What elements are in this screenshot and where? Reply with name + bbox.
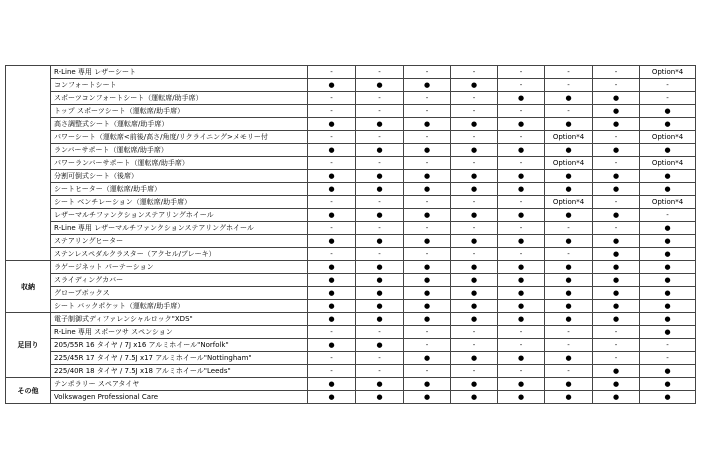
availability-cell: -: [451, 326, 498, 339]
availability-cell: ●: [545, 313, 593, 326]
availability-cell: Option*4: [640, 196, 696, 209]
availability-cell: ●: [498, 170, 545, 183]
category-cell: 足回り: [6, 313, 51, 378]
availability-cell: ●: [356, 261, 404, 274]
availability-cell: -: [640, 92, 696, 105]
availability-cell: ●: [404, 183, 451, 196]
feature-label: ステアリングヒーター: [51, 235, 308, 248]
availability-cell: -: [498, 339, 545, 352]
availability-cell: ●: [451, 313, 498, 326]
availability-cell: -: [545, 79, 593, 92]
availability-cell: ●: [356, 183, 404, 196]
availability-cell: -: [356, 222, 404, 235]
table-row: [6, 300, 696, 313]
availability-cell: ●: [593, 235, 640, 248]
availability-cell: ●: [545, 209, 593, 222]
availability-cell: ●: [404, 261, 451, 274]
availability-cell: -: [545, 365, 593, 378]
availability-cell: ●: [404, 391, 451, 404]
availability-cell: ●: [545, 391, 593, 404]
availability-cell: -: [308, 92, 356, 105]
availability-cell: ●: [498, 261, 545, 274]
availability-cell: ●: [308, 235, 356, 248]
availability-cell: ●: [451, 274, 498, 287]
availability-cell: ●: [308, 118, 356, 131]
availability-cell: ●: [308, 79, 356, 92]
availability-cell: ●: [545, 300, 593, 313]
table-row: [6, 209, 696, 222]
table-row: [6, 183, 696, 196]
availability-cell: -: [498, 222, 545, 235]
table-row: [6, 261, 696, 274]
availability-cell: Option*4: [640, 66, 696, 79]
table-row: [6, 287, 696, 300]
availability-cell: ●: [593, 365, 640, 378]
availability-cell: ●: [640, 144, 696, 157]
feature-label: シートヒーター（運転席/助手席）: [51, 183, 308, 196]
availability-cell: ●: [498, 118, 545, 131]
availability-cell: -: [404, 365, 451, 378]
table-row: [6, 118, 696, 131]
availability-cell: -: [498, 131, 545, 144]
category-cell: [6, 66, 51, 261]
availability-cell: ●: [545, 274, 593, 287]
availability-cell: ●: [308, 300, 356, 313]
availability-cell: -: [404, 196, 451, 209]
availability-cell: -: [498, 365, 545, 378]
availability-cell: ●: [498, 92, 545, 105]
feature-label: トップ スポーツシート（運転席/助手席）: [51, 105, 308, 118]
availability-cell: -: [545, 66, 593, 79]
availability-cell: ●: [498, 391, 545, 404]
availability-cell: -: [356, 92, 404, 105]
availability-cell: ●: [545, 235, 593, 248]
availability-cell: -: [451, 248, 498, 261]
availability-cell: ●: [640, 118, 696, 131]
availability-cell: ●: [545, 287, 593, 300]
availability-cell: -: [404, 248, 451, 261]
availability-cell: ●: [593, 209, 640, 222]
availability-cell: ●: [451, 300, 498, 313]
availability-cell: Option*4: [545, 131, 593, 144]
availability-cell: ●: [640, 183, 696, 196]
spec-table-body: [6, 66, 696, 404]
availability-cell: -: [356, 196, 404, 209]
availability-cell: -: [451, 131, 498, 144]
availability-cell: -: [498, 105, 545, 118]
availability-cell: -: [356, 365, 404, 378]
availability-cell: ●: [356, 391, 404, 404]
feature-label: パワーランバーサポート（運転席/助手席）: [51, 157, 308, 170]
availability-cell: ●: [404, 287, 451, 300]
availability-cell: ●: [356, 313, 404, 326]
availability-cell: ●: [308, 274, 356, 287]
availability-cell: ●: [404, 378, 451, 391]
availability-cell: ●: [640, 235, 696, 248]
availability-cell: -: [308, 248, 356, 261]
availability-cell: -: [404, 339, 451, 352]
availability-cell: ●: [451, 235, 498, 248]
availability-cell: ●: [451, 287, 498, 300]
availability-cell: ●: [640, 300, 696, 313]
availability-cell: -: [404, 105, 451, 118]
feature-label: 205/55R 16 タイヤ / 7J x16 アルミホイール"Norfolk": [51, 339, 308, 352]
availability-cell: ●: [356, 79, 404, 92]
availability-cell: ●: [593, 378, 640, 391]
table-row: [6, 274, 696, 287]
availability-cell: ●: [498, 300, 545, 313]
availability-cell: -: [498, 157, 545, 170]
availability-cell: ●: [308, 183, 356, 196]
availability-cell: -: [308, 131, 356, 144]
availability-cell: ●: [356, 300, 404, 313]
availability-cell: ●: [308, 170, 356, 183]
availability-cell: -: [308, 196, 356, 209]
availability-cell: -: [356, 326, 404, 339]
availability-cell: Option*4: [545, 157, 593, 170]
table-row: [6, 313, 696, 326]
availability-cell: Option*4: [640, 131, 696, 144]
availability-cell: ●: [640, 287, 696, 300]
table-row: [6, 365, 696, 378]
feature-label: スポーツコンフォートシート（運転席/助手席）: [51, 92, 308, 105]
feature-label: シート バックポケット（運転席/助手席）: [51, 300, 308, 313]
table-row: [6, 105, 696, 118]
feature-label: シート ベンチレーション（運転席/助手席）: [51, 196, 308, 209]
availability-cell: ●: [498, 235, 545, 248]
availability-cell: ●: [451, 391, 498, 404]
availability-cell: ●: [640, 222, 696, 235]
availability-cell: ●: [451, 144, 498, 157]
availability-cell: ●: [640, 248, 696, 261]
availability-cell: ●: [404, 352, 451, 365]
availability-cell: -: [593, 131, 640, 144]
availability-cell: ●: [545, 118, 593, 131]
availability-cell: -: [498, 79, 545, 92]
table-row: [6, 248, 696, 261]
availability-cell: ●: [451, 183, 498, 196]
availability-cell: ●: [308, 313, 356, 326]
availability-cell: ●: [356, 339, 404, 352]
availability-cell: -: [498, 196, 545, 209]
availability-cell: ●: [593, 313, 640, 326]
availability-cell: -: [498, 248, 545, 261]
availability-cell: ●: [404, 118, 451, 131]
feature-label: グローブボックス: [51, 287, 308, 300]
availability-cell: -: [404, 326, 451, 339]
table-row: [6, 222, 696, 235]
availability-cell: ●: [498, 287, 545, 300]
table-row: [6, 352, 696, 365]
availability-cell: -: [356, 66, 404, 79]
table-row: [6, 157, 696, 170]
availability-cell: -: [593, 326, 640, 339]
availability-cell: -: [545, 248, 593, 261]
availability-cell: -: [451, 66, 498, 79]
availability-cell: ●: [593, 391, 640, 404]
table-row: [6, 92, 696, 105]
availability-cell: ●: [545, 183, 593, 196]
availability-cell: ●: [308, 391, 356, 404]
availability-cell: ●: [308, 144, 356, 157]
availability-cell: ●: [498, 144, 545, 157]
availability-cell: -: [451, 196, 498, 209]
feature-label: 電子制御式ディファレンシャルロック"XDS": [51, 313, 308, 326]
availability-cell: ●: [640, 326, 696, 339]
feature-label: 高さ調整式シート（運転席/助手席）: [51, 118, 308, 131]
availability-cell: ●: [356, 144, 404, 157]
availability-cell: ●: [640, 261, 696, 274]
availability-cell: ●: [498, 183, 545, 196]
feature-label: ラゲージネット パーテーション: [51, 261, 308, 274]
availability-cell: ●: [545, 378, 593, 391]
availability-cell: -: [451, 92, 498, 105]
availability-cell: ●: [593, 287, 640, 300]
table-row: [6, 235, 696, 248]
availability-cell: -: [451, 339, 498, 352]
availability-cell: ●: [404, 300, 451, 313]
feature-label: テンポラリー スペアタイヤ: [51, 378, 308, 391]
availability-cell: ●: [593, 248, 640, 261]
table-row: [6, 79, 696, 92]
availability-cell: -: [308, 105, 356, 118]
table-row: [6, 378, 696, 391]
availability-cell: -: [545, 326, 593, 339]
feature-label: ランバーサポート（運転席/助手席）: [51, 144, 308, 157]
availability-cell: -: [404, 222, 451, 235]
availability-cell: ●: [545, 170, 593, 183]
availability-cell: -: [308, 352, 356, 365]
availability-cell: ●: [404, 209, 451, 222]
availability-cell: -: [593, 352, 640, 365]
availability-cell: ●: [593, 92, 640, 105]
table-row: [6, 391, 696, 404]
table-row: [6, 66, 696, 79]
availability-cell: ●: [451, 79, 498, 92]
availability-cell: ●: [640, 391, 696, 404]
availability-cell: ●: [356, 118, 404, 131]
category-cell: 収納: [6, 261, 51, 313]
availability-cell: ●: [308, 378, 356, 391]
availability-cell: -: [308, 326, 356, 339]
availability-cell: ●: [404, 313, 451, 326]
availability-cell: -: [308, 365, 356, 378]
availability-cell: ●: [356, 209, 404, 222]
availability-cell: -: [545, 222, 593, 235]
availability-cell: -: [451, 222, 498, 235]
feature-label: R-Line 専用 レザーシート: [51, 66, 308, 79]
table-row: [6, 196, 696, 209]
availability-cell: ●: [593, 300, 640, 313]
table-row: [6, 170, 696, 183]
availability-cell: -: [545, 339, 593, 352]
availability-cell: ●: [308, 287, 356, 300]
availability-cell: -: [356, 352, 404, 365]
table-row: [6, 326, 696, 339]
availability-cell: -: [404, 92, 451, 105]
availability-cell: ●: [640, 105, 696, 118]
availability-cell: ●: [308, 339, 356, 352]
availability-cell: ●: [640, 365, 696, 378]
availability-cell: ●: [451, 261, 498, 274]
availability-cell: ●: [593, 144, 640, 157]
availability-cell: -: [356, 105, 404, 118]
availability-cell: -: [640, 209, 696, 222]
availability-cell: -: [308, 66, 356, 79]
availability-cell: ●: [498, 313, 545, 326]
availability-cell: ●: [593, 274, 640, 287]
availability-cell: -: [404, 157, 451, 170]
availability-cell: -: [308, 222, 356, 235]
availability-cell: ●: [498, 274, 545, 287]
table-row: [6, 339, 696, 352]
availability-cell: ●: [356, 287, 404, 300]
feature-label: R-Line 専用 レザーマルチファンクションステアリングホイール: [51, 222, 308, 235]
availability-cell: -: [593, 157, 640, 170]
feature-label: コンフォートシート: [51, 79, 308, 92]
availability-cell: Option*4: [640, 157, 696, 170]
feature-label: 225/45R 17 タイヤ / 7.5J x17 アルミホイール"Nottingham": [51, 352, 308, 365]
availability-cell: -: [308, 157, 356, 170]
availability-cell: ●: [451, 209, 498, 222]
availability-cell: -: [498, 66, 545, 79]
availability-cell: ●: [356, 235, 404, 248]
availability-cell: Option*4: [545, 196, 593, 209]
availability-cell: -: [404, 131, 451, 144]
spec-table: [5, 65, 696, 404]
availability-cell: ●: [356, 170, 404, 183]
category-cell: その他: [6, 378, 51, 404]
availability-cell: ●: [404, 274, 451, 287]
availability-cell: -: [593, 222, 640, 235]
availability-cell: ●: [356, 274, 404, 287]
availability-cell: ●: [356, 378, 404, 391]
availability-cell: -: [545, 105, 593, 118]
availability-cell: ●: [593, 105, 640, 118]
availability-cell: -: [356, 157, 404, 170]
availability-cell: ●: [593, 170, 640, 183]
feature-label: R-Line 専用 スポーツサ スペンション: [51, 326, 308, 339]
availability-cell: -: [451, 365, 498, 378]
availability-cell: ●: [640, 170, 696, 183]
availability-cell: ●: [545, 92, 593, 105]
availability-cell: -: [593, 79, 640, 92]
feature-label: 225/40R 18 タイヤ / 7.5J x18 アルミホイール"Leeds": [51, 365, 308, 378]
availability-cell: -: [640, 339, 696, 352]
availability-cell: -: [404, 66, 451, 79]
availability-cell: ●: [404, 235, 451, 248]
availability-cell: -: [640, 352, 696, 365]
availability-cell: ●: [545, 144, 593, 157]
availability-cell: ●: [308, 209, 356, 222]
availability-cell: ●: [640, 378, 696, 391]
availability-cell: ●: [451, 352, 498, 365]
availability-cell: ●: [404, 144, 451, 157]
availability-cell: ●: [308, 261, 356, 274]
table-row: [6, 131, 696, 144]
availability-cell: ●: [404, 170, 451, 183]
availability-cell: ●: [640, 313, 696, 326]
availability-cell: -: [451, 105, 498, 118]
availability-cell: -: [640, 79, 696, 92]
availability-cell: ●: [545, 261, 593, 274]
feature-label: スライディングカバー: [51, 274, 308, 287]
availability-cell: -: [593, 66, 640, 79]
feature-label: パワーシート（運転席<前後/高さ/角度/リクライニング>メモリー付: [51, 131, 308, 144]
feature-label: ステンレスペダルクラスター（アクセル/ブレーキ）: [51, 248, 308, 261]
availability-cell: ●: [640, 274, 696, 287]
availability-cell: ●: [498, 352, 545, 365]
availability-cell: -: [593, 339, 640, 352]
availability-cell: ●: [545, 352, 593, 365]
availability-cell: ●: [498, 209, 545, 222]
availability-cell: ●: [404, 79, 451, 92]
availability-cell: -: [451, 157, 498, 170]
feature-label: Volkswagen Professional Care: [51, 391, 308, 404]
availability-cell: -: [356, 248, 404, 261]
feature-label: 分割可倒式シート（後席）: [51, 170, 308, 183]
table-row: [6, 144, 696, 157]
availability-cell: -: [593, 196, 640, 209]
availability-cell: ●: [593, 183, 640, 196]
availability-cell: ●: [498, 378, 545, 391]
availability-cell: -: [356, 131, 404, 144]
availability-cell: ●: [593, 261, 640, 274]
availability-cell: ●: [451, 378, 498, 391]
availability-cell: ●: [593, 118, 640, 131]
feature-label: レザーマルチファンクションステアリングホイール: [51, 209, 308, 222]
availability-cell: ●: [451, 170, 498, 183]
availability-cell: -: [498, 326, 545, 339]
availability-cell: ●: [451, 118, 498, 131]
